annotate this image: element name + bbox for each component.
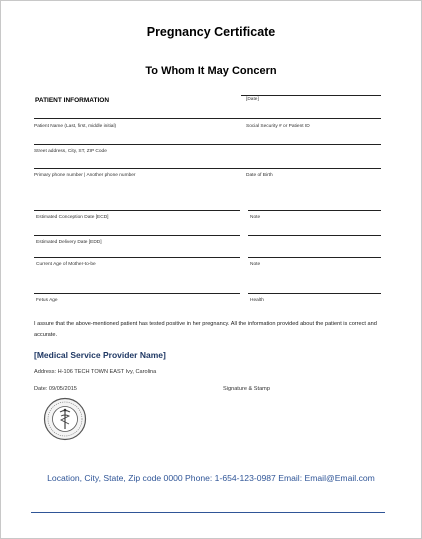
address-line [34, 144, 381, 145]
mother-age-label: Current Age of Mother-to-be [36, 262, 96, 267]
note1-extra-line [248, 235, 381, 236]
ssn-label: Social Security # or Patient ID [246, 124, 310, 129]
footer-contact: Location, City, State, Zip code 0000 Phone: 1-654-123-0987 Email: Email@Email.com [47, 473, 375, 483]
note1-line [248, 210, 381, 211]
fetus-age-line [34, 293, 240, 294]
footer-divider [31, 512, 385, 513]
conception-label: Estimated Conception Date [ECD] [36, 215, 109, 220]
phone-label: Primary phone number | Another phone number [34, 173, 136, 178]
conception-line [34, 210, 240, 211]
statement-text: I assure that the above-mentioned patient has tested positive in her pregnancy. All the information provided about the patient is correct and accurate. [34, 321, 377, 338]
section-heading: PATIENT INFORMATION [35, 97, 110, 104]
mother-age-line [34, 257, 240, 258]
phone-line [34, 168, 381, 169]
note1-label: Note [250, 215, 261, 220]
date-placeholder: [Date] [246, 97, 259, 102]
address-label: Street address, City, ST, ZIP Code [34, 149, 107, 154]
date-text: Date: 09/05/2015 [34, 386, 77, 392]
note2-line [248, 257, 381, 258]
patient-name-label: Patient Name (Last, first, middle initial) [34, 124, 117, 129]
health-line [248, 293, 381, 294]
delivery-label: Estimated Delivery Date [EDD] [36, 240, 102, 245]
patient-name-line [34, 118, 381, 119]
signature-label: Signature & Stamp [223, 386, 270, 392]
delivery-line [34, 235, 240, 236]
fetus-age-label: Fetus Age [36, 298, 58, 303]
date-line [241, 95, 381, 96]
dob-label: Date of Birth [246, 173, 273, 178]
health-label: Health [250, 298, 264, 303]
salutation: To Whom It May Concern [145, 65, 277, 77]
provider-name: [Medical Service Provider Name] [34, 350, 166, 360]
provider-address: Address: H-106 TECH TOWN EAST Ivy, Carolina [34, 369, 157, 375]
medical-seal-icon [43, 397, 87, 441]
note2-label: Note [250, 262, 261, 267]
document-title: Pregnancy Certificate [146, 25, 276, 39]
